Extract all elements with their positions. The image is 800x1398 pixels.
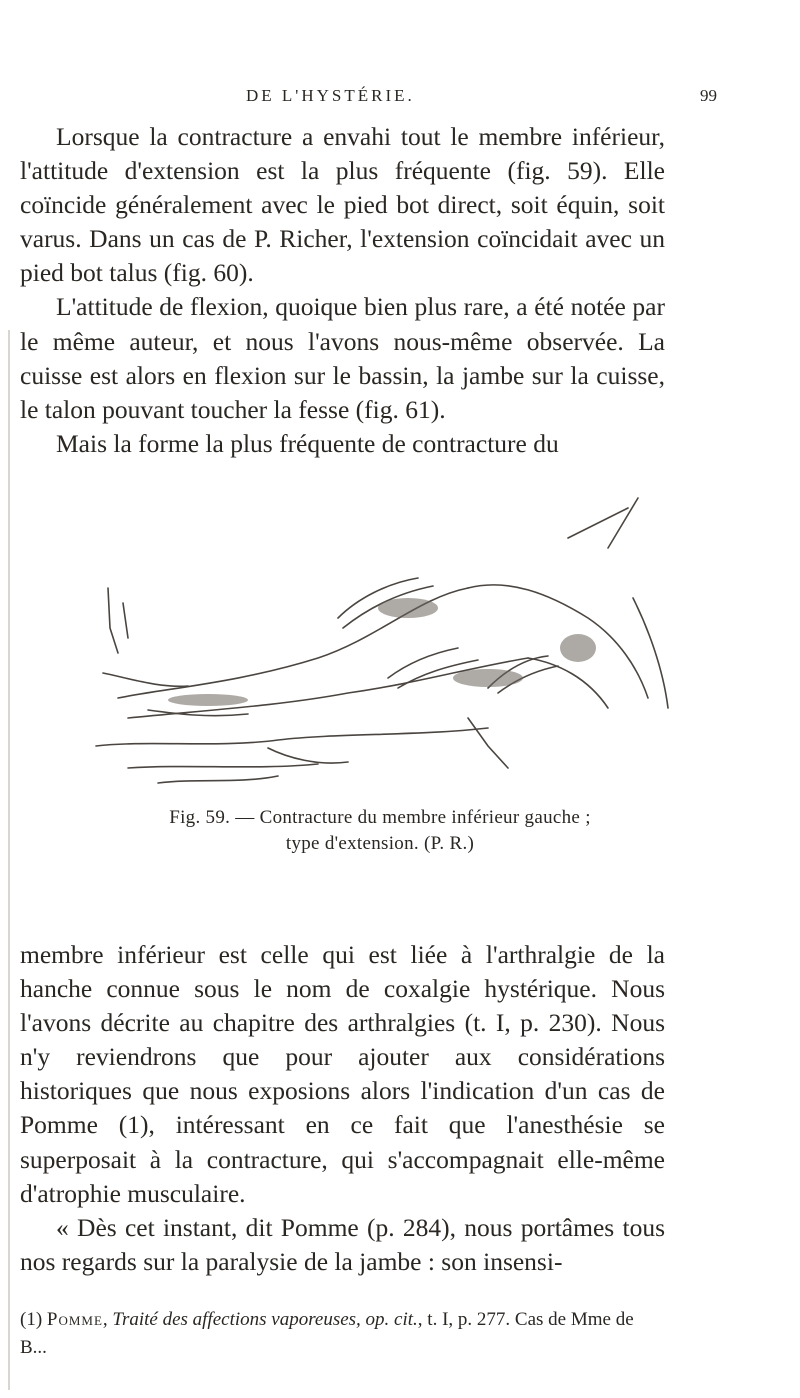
caption-line: Fig. 59. — Contracture du membre inférieur gauche ; (169, 807, 591, 828)
figure-engraving (88, 478, 688, 798)
paragraph: « Dès cet instant, dit Pomme (p. 284), nous portâmes tous nos regards sur la paralysie de la jambe : son insensi- (20, 1212, 665, 1276)
footnote-author: Pomme (46, 1309, 103, 1330)
figure-caption (100, 805, 660, 857)
page-number: 99 (700, 86, 717, 105)
page-header (0, 86, 800, 110)
paragraph: L'attitude de flexion, quoique bien plus rare, a été notée par le même auteur, et nous l'avons nous-même observée. La cuisse est alors en flexion sur le bassin, la jambe sur la cuisse, le talon pouvant toucher la fesse (fig. 61). (20, 292, 665, 424)
paragraph: membre inférieur est celle qui est liée à l'arthralgie de la hanche connue sous le nom de coxalgie hystérique. Nous l'avons décrite au chapitre des arthralgies (t. I, p. 230). Nous n'y reviendrons que pour ajouter aux considérations historiques que nous exposions alors l'indication d'un cas de Pomme (1), intéressant en ce fait que l'anesthésie se superposait à la contracture, qui s'accompagnait elle-même d'atrophie musculaire. (20, 940, 665, 1208)
body-text-bottom (20, 938, 665, 1279)
paragraph: Mais la forme la plus fréquente de contracture du (56, 428, 559, 458)
caption-line: type d'extension. (P. R.) (285, 833, 475, 854)
leg-contracture-illustration (88, 478, 688, 798)
footnote: (1) Pomme, Traité des affections vaporeuses, op. cit., t. I, p. 277. Cas de Mme de B... (20, 1309, 634, 1358)
running-title: DE L'HYSTÉRIE. (246, 86, 415, 105)
page-edge-shadow (8, 330, 10, 1390)
footnote-details: , t. I, p. 277. Cas de Mme de B... (20, 1309, 634, 1358)
footnote-title: Traité des affections vaporeuses, op. cit. (112, 1309, 418, 1330)
footnote-marker: (1) (20, 1309, 43, 1330)
paragraph: Lorsque la contracture a envahi tout le membre inférieur, l'attitude d'extension est la plus fréquente (fig. 59). Elle coïncide généralement avec le pied bot direct, soit équin, soit varus. Dans un cas de P. Richer, l'extension coïncidait avec un pied bot talus (fig. 60). (20, 122, 665, 288)
body-text-top (20, 120, 665, 461)
